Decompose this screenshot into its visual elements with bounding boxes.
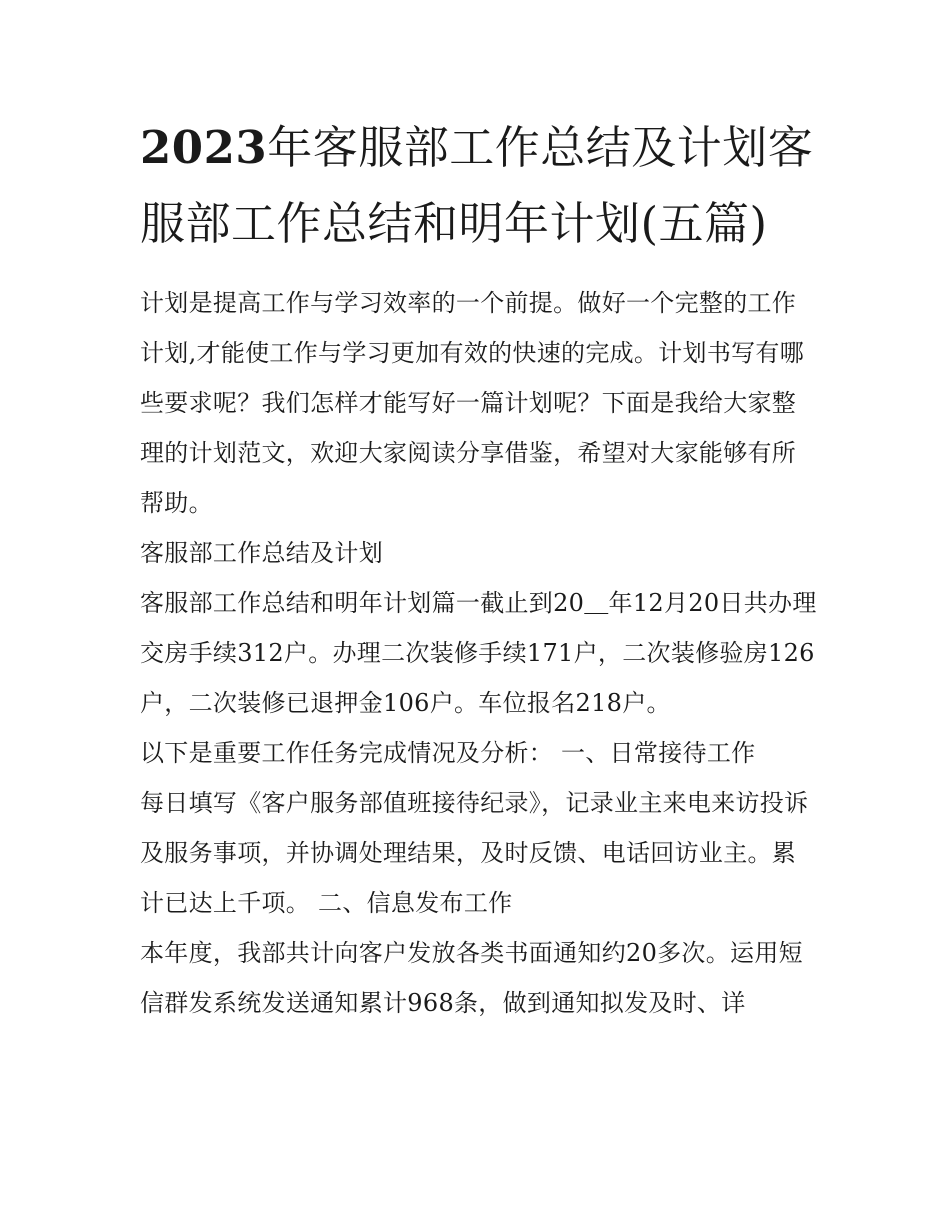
section-heading: 客服部工作总结及计划 xyxy=(140,539,383,567)
tasks-heading-paragraph: 以下是重要工作任务完成情况及分析： 一、日常接待工作 xyxy=(140,739,756,767)
document-page xyxy=(140,110,820,1028)
intro-paragraph: 计划是提高工作与学习效率的一个前提。做好一个完整的工作计划,才能使工作与学习更加有效的快速的完成。计划书写有哪些要求呢？我们怎样才能写好一篇计划呢？下面是我给大家整理的计划范文，欢迎大家阅读分享借鉴，希望对大家能够有所帮助。 xyxy=(140,289,805,517)
notice-paragraph: 本年度，我部共计向客户发放各类书面通知约20多次。运用短信群发系统发送通知累计968条，做到通知拟发及时、详 xyxy=(140,939,803,1017)
reception-paragraph: 每日填写《客户服务部值班接待纪录》，记录业主来电来访投诉及服务事项，并协调处理结果，及时反馈、电话回访业主。累计已达上千项。 二、信息发布工作 xyxy=(140,789,809,917)
document-title xyxy=(140,110,820,262)
title-year: 2023 xyxy=(140,121,268,174)
title-text: 年客服部工作总结及计划客服部工作总结和明年计划(五篇) xyxy=(140,121,814,250)
summary-paragraph: 客服部工作总结和明年计划篇一截止到20＿年12月20日共办理交房手续312户。办理二次装修手续171户，二次装修验房126户，二次装修已退押金106户。车位报名218户。 xyxy=(140,589,817,717)
